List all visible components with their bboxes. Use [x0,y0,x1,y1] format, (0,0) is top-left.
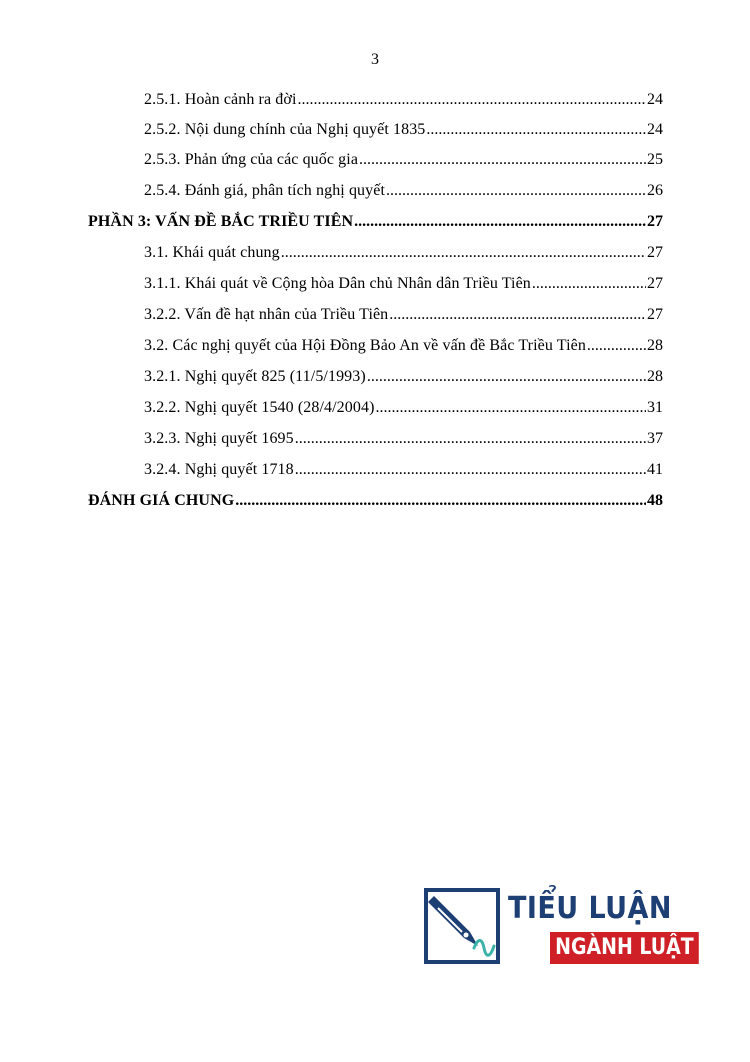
toc-entry-3-2-2-nuclear[interactable] [144,303,663,327]
toc-leader-dots [298,88,647,112]
toc-entry-page: 24 [647,91,663,108]
toc-entry-title: 2.5.1. Hoàn cảnh ra đời [144,91,297,108]
toc-entry-2-5-1[interactable] [144,88,663,112]
toc-leader-dots [532,272,646,296]
toc-entry-page: 24 [647,121,663,138]
toc-entry-title: 3.2.2. Vấn đề hạt nhân của Triều Tiên [144,306,389,323]
toc-entry-page: 27 [647,306,663,323]
logo-title: TIỂU LUẬN [508,891,672,926]
toc-entry-title: 3.2.1. Nghị quyết 825 (11/5/1993) [144,368,366,385]
toc-entry-page: 28 [647,368,663,385]
toc-leader-dots [389,303,646,327]
fountain-pen-nib-icon [424,888,500,964]
toc-entry-page: 31 [647,399,663,416]
toc-leader-dots [295,458,646,482]
toc-leader-dots [354,210,646,234]
toc-entry-page: 28 [647,337,663,354]
toc-entry-3-2-4[interactable] [144,458,663,482]
toc-entry-3-2-3[interactable] [144,427,663,451]
toc-entry-3-1-1[interactable] [144,272,663,296]
toc-entry-part-3[interactable] [88,210,663,234]
toc-entry-title: 3.2.3. Nghị quyết 1695 [144,430,294,447]
toc-entry-3-1[interactable] [144,241,663,265]
logo-subtitle: NGÀNH LUẬT [550,932,699,964]
toc-entry-page: 27 [647,213,663,230]
brand-logo [424,888,694,968]
toc-leader-dots [587,334,646,358]
toc-entry-2-5-3[interactable] [144,148,663,172]
toc-entry-page: 27 [647,244,663,261]
toc-entry-page: 26 [647,182,663,199]
toc-entry-title: 3.1. Khái quát chung [144,244,280,261]
toc-entry-page: 41 [647,461,663,478]
toc-leader-dots [367,365,646,389]
toc-entry-general-assessment[interactable] [88,489,663,513]
toc-entry-page: 48 [647,492,663,509]
toc-leader-dots [295,427,646,451]
toc-leader-dots [359,148,646,172]
toc-entry-title: 3.2.4. Nghị quyết 1718 [144,461,294,478]
toc-leader-dots [235,489,646,513]
toc-entry-3-2-1[interactable] [144,365,663,389]
toc-entry-2-5-2[interactable] [144,118,663,142]
toc-leader-dots [426,118,646,142]
toc-entry-title: ĐÁNH GIÁ CHUNG [88,492,235,509]
toc-entry-title: 3.1.1. Khái quát về Cộng hòa Dân chủ Nhân dân Triều Tiên [144,275,531,292]
toc-entry-page: 27 [647,275,663,292]
toc-entry-3-2-2[interactable] [144,396,663,420]
toc-entry-page: 37 [647,430,663,447]
toc-entry-title: 2.5.4. Đánh giá, phân tích nghị quyết [144,182,385,199]
toc-entry-3-2[interactable] [144,334,663,358]
toc-leader-dots [281,241,646,265]
toc-entry-page: 25 [647,151,663,168]
toc-entry-title: 2.5.3. Phản ứng của các quốc gia [144,151,359,168]
toc-entry-title: PHẦN 3: VẤN ĐỀ BẮC TRIỀU TIÊN [88,213,354,230]
toc-entry-title: 3.2.2. Nghị quyết 1540 (28/4/2004) [144,399,375,416]
toc-entry-title: 3.2. Các nghị quyết của Hội Đồng Bảo An về vấn đề Bắc Triều Tiên [144,337,586,354]
toc-entry-title: 2.5.2. Nội dung chính của Nghị quyết 1835 [144,121,426,138]
toc-leader-dots [386,179,646,203]
toc-entry-2-5-4[interactable] [144,179,663,203]
toc-leader-dots [376,396,647,420]
page-number: 3 [371,51,379,68]
